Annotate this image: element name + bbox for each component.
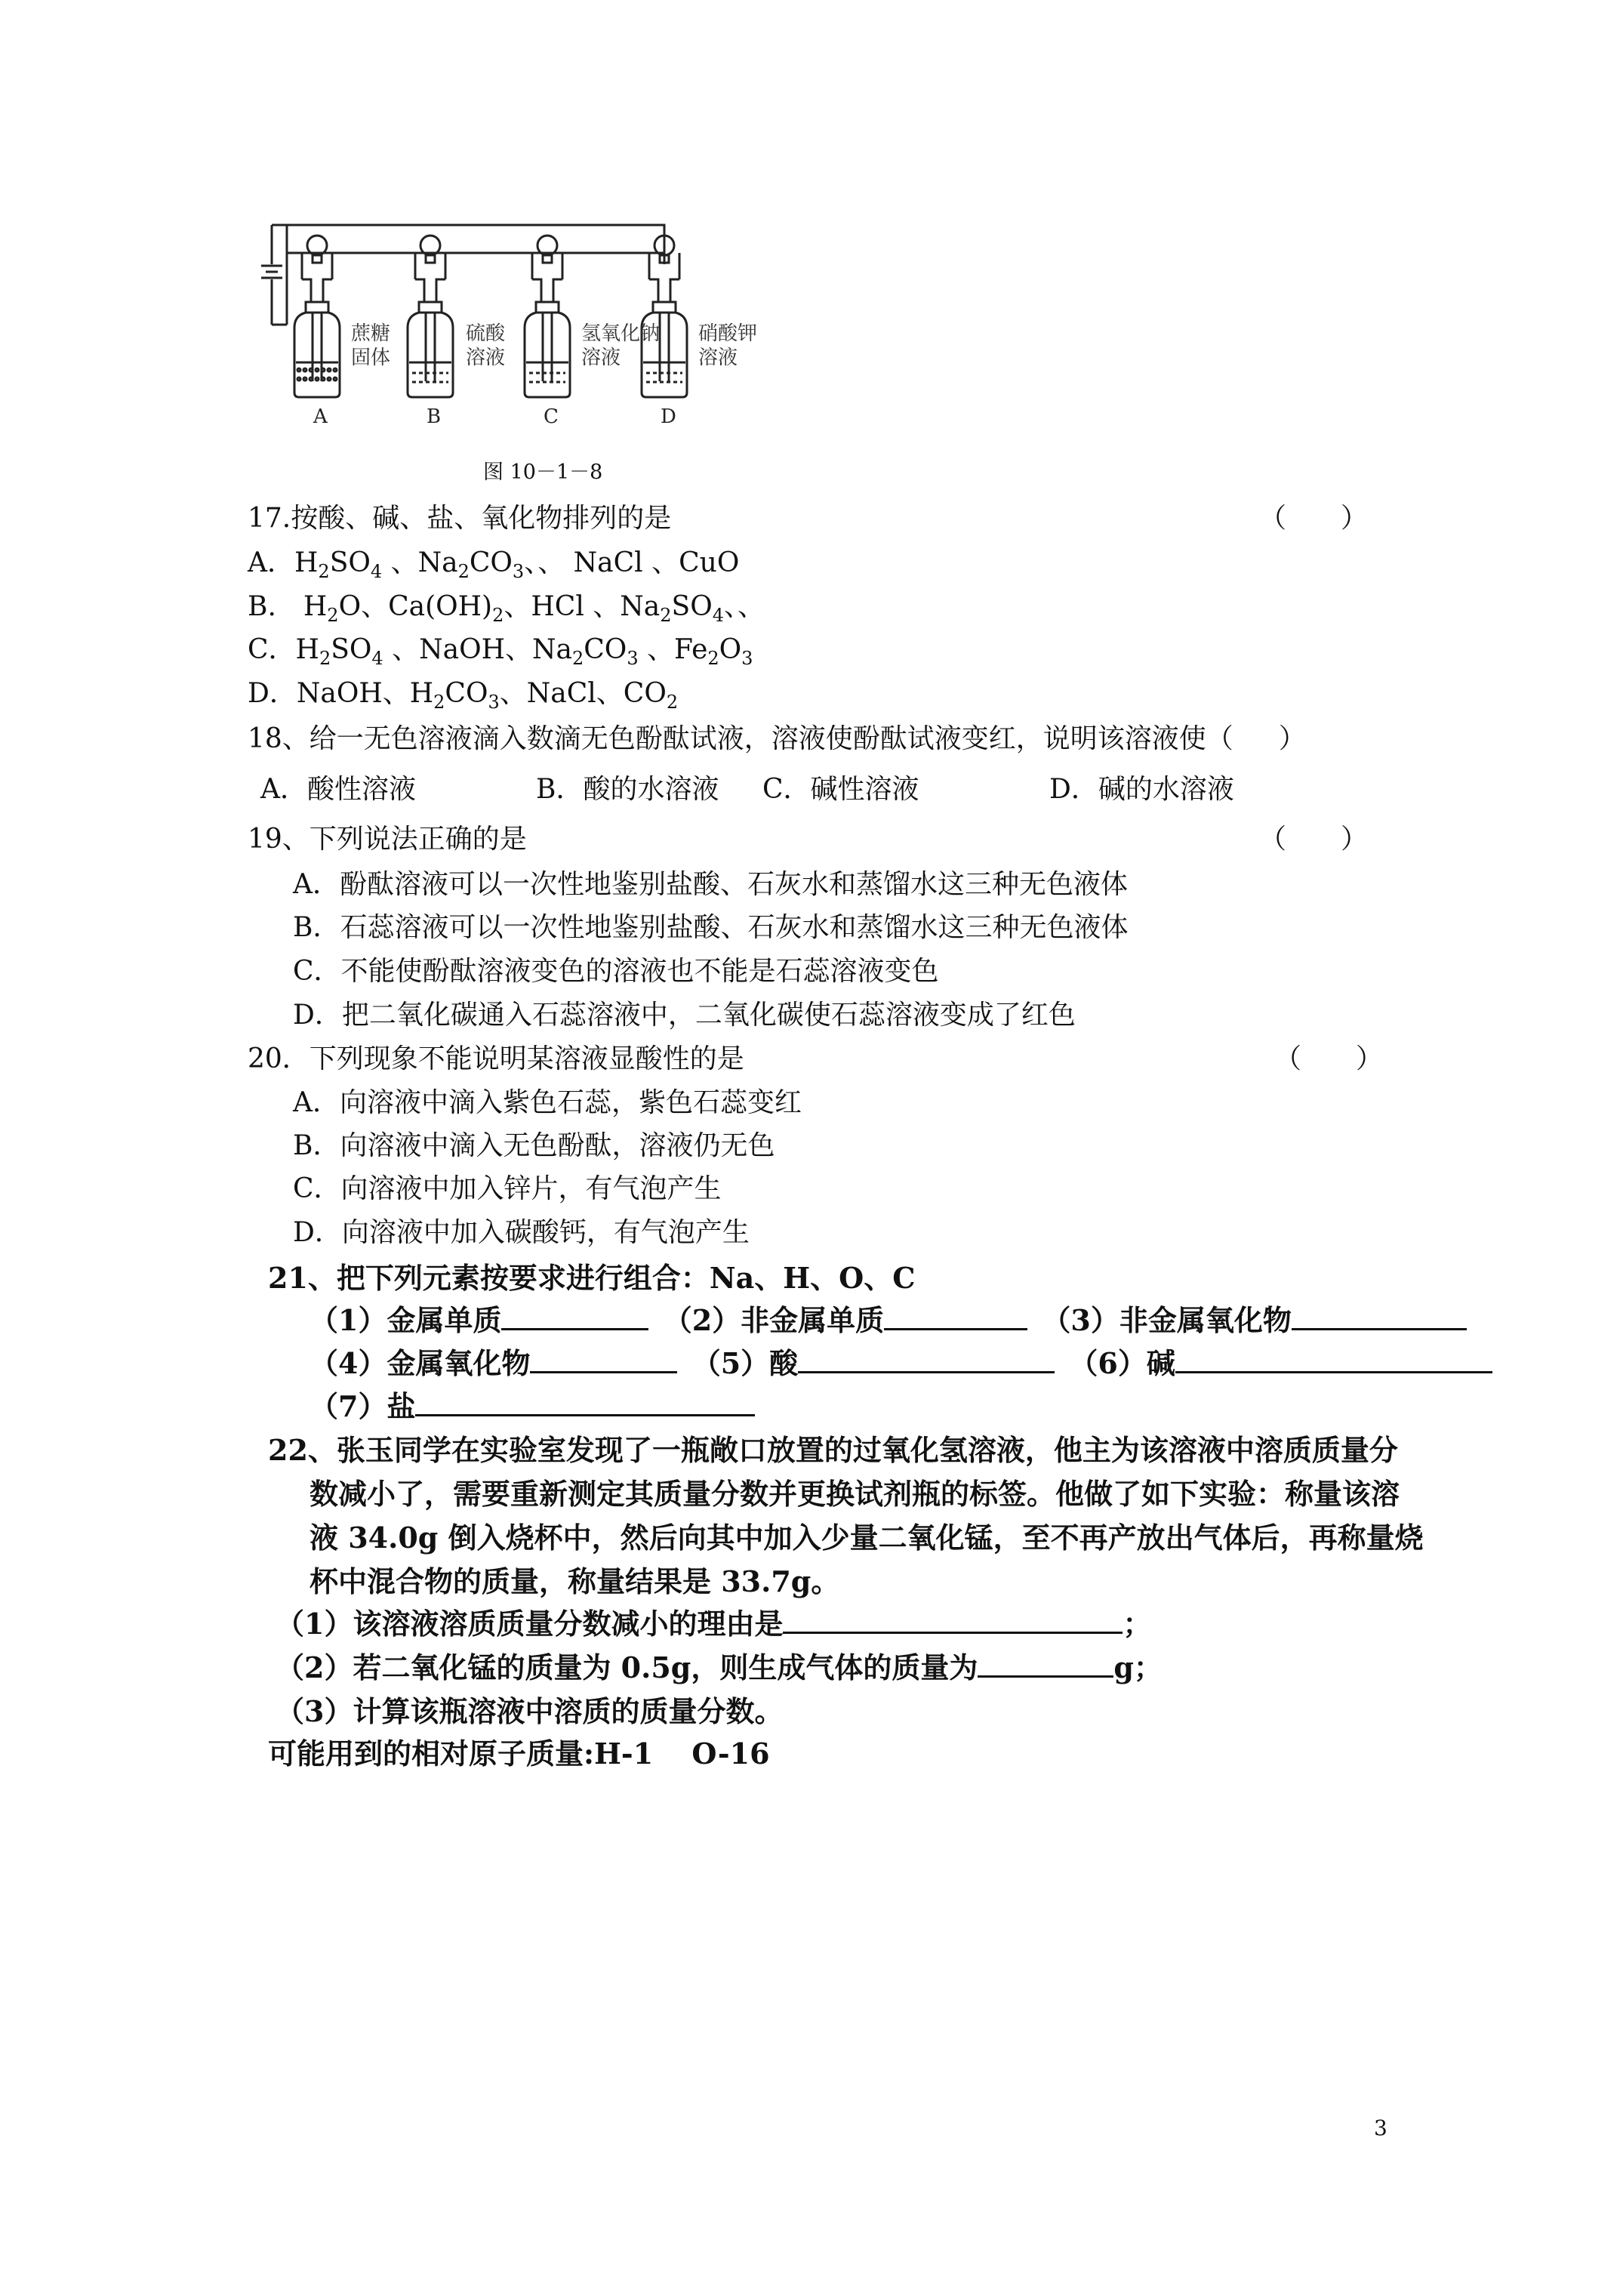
q21-item-1: （1）金属单质 <box>310 1303 502 1337</box>
q17-option-segment: 、、 NaCl 、CuO <box>524 547 740 578</box>
q19-option-c: C．不能使酚酞溶液变色的溶液也不能是石蕊溶液变色 <box>293 956 939 987</box>
q20-option-c: C．向溶液中加入锌片，有气泡产生 <box>293 1173 722 1204</box>
figure-part <box>412 373 448 382</box>
q17-option-segment: 、、 <box>724 591 765 622</box>
figure-part <box>334 368 337 371</box>
q21-item-7: （7）盐 <box>310 1389 416 1423</box>
q22-sub1-end: ； <box>1123 1607 1152 1641</box>
figure-part <box>322 368 325 371</box>
q17-option-segment: 3 <box>512 561 525 583</box>
q17-option-segment: SO <box>671 591 713 622</box>
q20-bracket: （ ） <box>1274 1043 1384 1074</box>
q17-option-segment: 2 <box>318 561 330 583</box>
q17-option-segment: B. H <box>248 591 328 622</box>
figure-part <box>316 368 319 371</box>
figure-label-d: D <box>661 405 676 428</box>
figure-part <box>294 313 340 397</box>
figure-part <box>328 368 331 371</box>
q17-bracket: （ ） <box>1259 503 1369 534</box>
q17-option-segment: 2 <box>319 648 331 670</box>
q17-option-segment: SO <box>329 547 371 578</box>
q21-blank-2[interactable] <box>884 1302 1027 1330</box>
q17-option-segment: 、Na <box>382 547 458 578</box>
figure-part <box>334 378 337 381</box>
figure-part <box>316 378 319 381</box>
figure-part <box>415 279 445 302</box>
q17-option-segment: CO <box>469 547 513 578</box>
q17-option-segment: 2 <box>571 648 584 670</box>
q17-option-segment: SO <box>331 634 372 665</box>
q22-sub1-blank[interactable] <box>783 1606 1123 1634</box>
q17-option-segment: 4 <box>371 648 383 670</box>
q18-option-d: D．碱的水溶液 <box>1049 774 1234 805</box>
q21-blank-5[interactable] <box>798 1345 1055 1373</box>
figure-part <box>653 302 676 313</box>
figure-part <box>543 255 552 263</box>
q21-blank-4[interactable] <box>530 1345 677 1373</box>
q18-stem <box>248 717 1306 756</box>
q17-option-segment: CO <box>445 678 488 709</box>
q17-option-segment: 、Fe <box>638 634 708 665</box>
bottle-c-content-2: 溶液 <box>581 347 621 369</box>
q21-blank-6[interactable] <box>1175 1345 1492 1373</box>
figure-label-a: A <box>313 405 328 428</box>
figure-part <box>306 302 328 313</box>
q21-row1 <box>310 1297 1467 1339</box>
q20-option-a: A．向溶液中滴入紫色石蕊，紫色石蕊变红 <box>293 1087 802 1118</box>
q17-option-segment: 2 <box>492 605 504 627</box>
figure-part <box>302 253 332 279</box>
figure-part <box>303 378 306 381</box>
q17-option-segment: 2 <box>327 605 339 627</box>
figure-part <box>646 373 682 382</box>
q18-stem-text: 18、给一无色溶液滴入数滴无色酚酞试液，溶液使酚酞试液变红，说明该溶液使（ <box>248 723 1233 754</box>
q20-stem: 20．下列现象不能说明某溶液显酸性的是 <box>248 1043 744 1074</box>
q17-option-segment: 、NaOH、Na <box>383 634 572 665</box>
q18-bracket-end: ） <box>1278 723 1306 754</box>
figure-part <box>426 255 435 263</box>
q22-sub2-blank[interactable] <box>978 1650 1113 1678</box>
circuit-figure <box>257 219 830 476</box>
q20-option-d: D．向溶液中加入碳酸钙，有气泡产生 <box>293 1217 750 1248</box>
q18-option-b: B．酸的水溶液 <box>536 774 719 805</box>
q22-line-3: 液 34.0g 倒入烧杯中，然后向其中加入少量二氧化锰，至不再产放出气体后，再称量烧 <box>310 1521 1424 1555</box>
q17-option-segment: D．NaOH、H <box>248 678 434 709</box>
q21-blank-1[interactable] <box>501 1302 648 1330</box>
figure-part <box>415 253 445 279</box>
q17-option-segment: C．H <box>248 634 319 665</box>
q17-stem: 17.按酸、碱、盐、氧化物排列的是 <box>248 503 672 534</box>
q17-option-d <box>248 672 678 713</box>
q17-option-segment: 3 <box>741 648 753 670</box>
bottle-d-content-1: 硝酸钾 <box>698 322 758 345</box>
q17-option-segment: 2 <box>660 605 672 627</box>
figure-part <box>310 378 313 381</box>
bottle-a-content-2: 固体 <box>351 347 391 369</box>
q22-sub1-text: （1）该溶液溶质质量分数减小的理由是 <box>276 1607 784 1641</box>
bottle-a-content-1: 蔗糖 <box>351 322 391 345</box>
q17-option-b <box>248 585 765 626</box>
figure-part <box>302 279 332 302</box>
q17-option-a <box>248 541 739 582</box>
q17-option-segment: A．H <box>248 547 319 578</box>
figure-part <box>532 279 562 302</box>
figure-part <box>310 368 313 371</box>
q17-option-segment: 3 <box>488 692 500 713</box>
q19-option-b: B．石蕊溶液可以一次性地鉴别盐酸、石灰水和蒸馏水这三种无色液体 <box>293 912 1129 943</box>
q21-row3 <box>310 1383 755 1425</box>
figure-part <box>525 313 570 397</box>
figure-part <box>649 279 679 302</box>
q22-sub3: （3）计算该瓶溶液中溶质的质量分数。 <box>276 1694 784 1728</box>
q21-item-6: （6）碱 <box>1069 1346 1175 1380</box>
q17-option-segment: O、Ca(OH) <box>338 591 493 622</box>
bottle-b-content-2: 溶液 <box>466 347 506 369</box>
figure-part <box>529 373 565 382</box>
figure-part <box>297 368 300 371</box>
q20-option-b: B．向溶液中滴入无色酚酞，溶液仍无色 <box>293 1130 775 1161</box>
figure-part <box>532 253 562 279</box>
q22-line-1: 22、张玉同学在实验室发现了一瓶敞口放置的过氧化氢溶液，他主为该溶液中溶质质量分 <box>268 1433 1398 1467</box>
figure-part <box>322 378 325 381</box>
q17-option-segment: 2 <box>707 648 719 670</box>
figure-part <box>297 378 300 381</box>
figure-label-c: C <box>544 405 559 428</box>
q17-option-segment: CO <box>584 634 627 665</box>
figure-caption: 图 10－1－8 <box>483 461 603 484</box>
q19-option-d: D．把二氧化碳通入石蕊溶液中，二氧化碳使石蕊溶液变成了红色 <box>293 1000 1076 1031</box>
page-number: 3 <box>1374 2116 1387 2140</box>
figure-part <box>408 313 453 397</box>
figure-part <box>328 378 331 381</box>
q17-option-segment: 、HCl 、Na <box>504 591 661 622</box>
q21-blank-3[interactable] <box>1292 1302 1467 1330</box>
q18-option-a: A．酸性溶液 <box>260 774 416 805</box>
q22-line-2: 数减小了，需要重新测定其质量分数并更换试剂瓶的标签。他做了如下实验：称量该溶 <box>310 1477 1400 1511</box>
q17-option-segment: 2 <box>666 692 679 713</box>
q17-option-segment: O <box>719 634 742 665</box>
q22-line-4: 杯中混合物的质量，称量结果是 33.7g。 <box>310 1564 840 1598</box>
q19-stem: 19、下列说法正确的是 <box>248 824 527 855</box>
q21-blank-7[interactable] <box>415 1388 755 1416</box>
q17-option-segment: 2 <box>433 692 445 713</box>
q21-item-4: （4）金属氧化物 <box>310 1346 531 1380</box>
q17-option-segment: 、NaCl、CO <box>499 678 667 709</box>
q17-option-segment: 4 <box>370 561 383 583</box>
bottle-c-content-1: 氢氧化钠 <box>581 322 661 345</box>
figure-label-b: B <box>427 405 442 428</box>
q21-item-2: （2）非金属单质 <box>663 1303 885 1337</box>
figure-part <box>536 302 559 313</box>
q21-item-3: （3）非金属氧化物 <box>1042 1303 1292 1337</box>
q22-note: 可能用到的相对原子质量:H-1 O-16 <box>268 1737 770 1771</box>
q17-option-segment: 2 <box>457 561 470 583</box>
q17-option-c <box>248 628 753 669</box>
q17-option-segment: 3 <box>627 648 639 670</box>
figure-part <box>303 368 306 371</box>
q22-sub2-text: （2）若二氧化锰的质量为 0.5g，则生成气体的质量为 <box>276 1650 978 1684</box>
q17-option-segment: 4 <box>712 605 725 627</box>
q19-option-a: A．酚酞溶液可以一次性地鉴别盐酸、石灰水和蒸馏水这三种无色液体 <box>293 869 1128 900</box>
q21-item-5: （5）酸 <box>691 1346 799 1380</box>
q22-sub1 <box>276 1601 1151 1642</box>
figure-part <box>419 302 442 313</box>
q19-bracket: （ ） <box>1259 824 1369 855</box>
figure-part <box>313 255 322 263</box>
bottle-d-content-2: 溶液 <box>698 347 738 369</box>
q21-stem: 21、把下列元素按要求进行组合：Na、H、O、C <box>268 1261 916 1295</box>
q18-option-c: C．碱性溶液 <box>762 774 919 805</box>
q21-row2 <box>310 1340 1492 1382</box>
q22-sub2 <box>276 1644 1163 1686</box>
q22-sub2-end: g； <box>1113 1650 1163 1684</box>
bottle-b-content-1: 硫酸 <box>466 322 506 345</box>
